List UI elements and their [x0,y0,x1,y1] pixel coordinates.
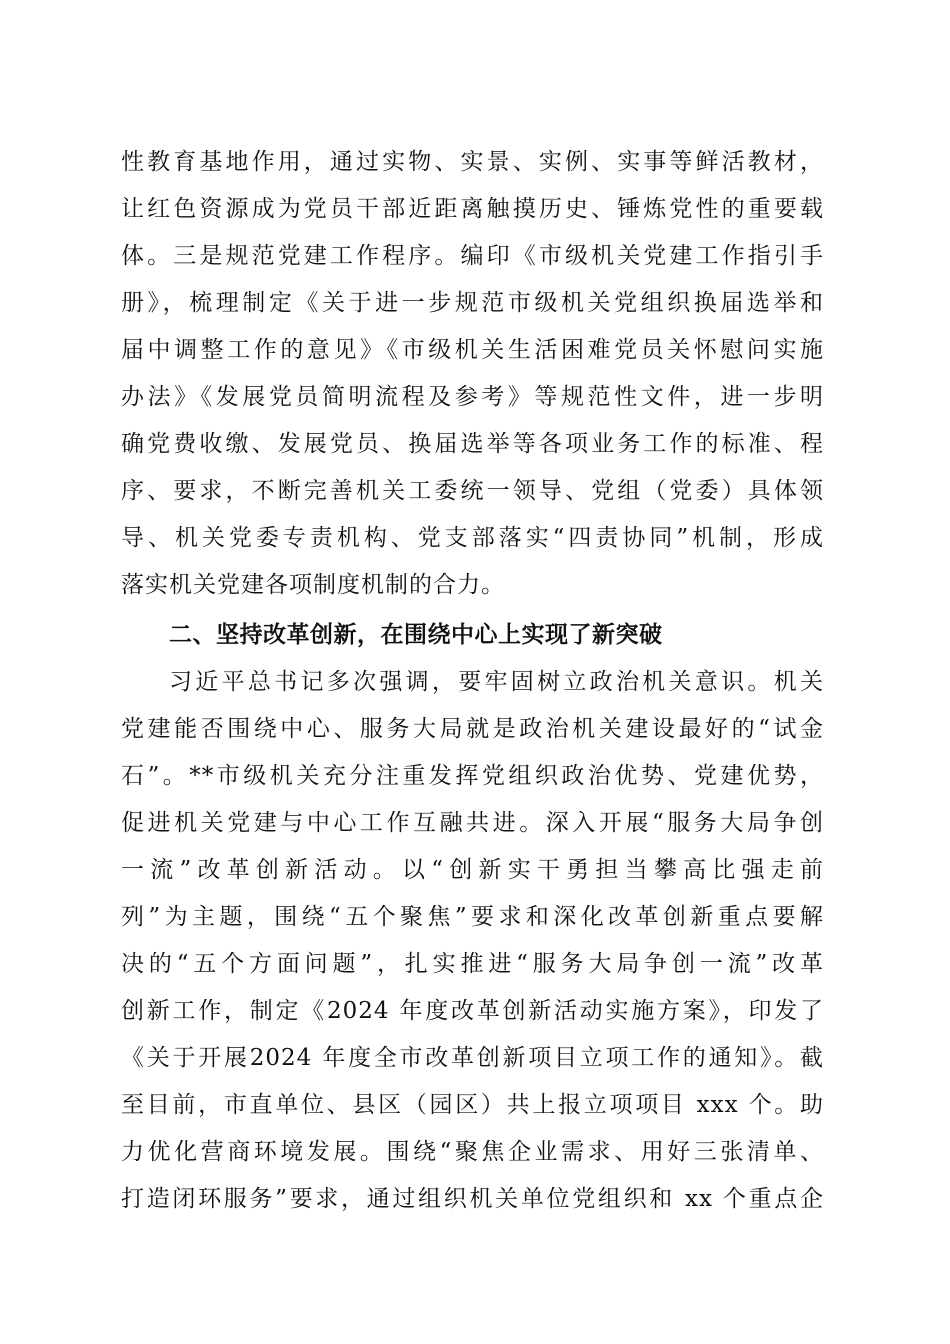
text-line: 力优化营商环境发展。围绕“聚焦企业需求、用好三张清单、 [121,1139,824,1165]
text-line: 创新工作，制定《2024 年度改革创新活动实施方案》，印发了 [121,998,824,1024]
text-line: 序、要求，不断完善机关工委统一领导、党组（党委）具体领 [121,478,824,504]
section-heading: 二、坚持改革创新，在围绕中心上实现了新突破 [169,622,663,648]
text-line: 办法》《发展党员简明流程及参考》等规范性文件，进一步明 [121,384,824,410]
text-line: 列”为主题，围绕“五个聚焦”要求和深化改革创新重点要解 [121,904,824,930]
text-line: 确党费收缴、发展党员、换届选举等各项业务工作的标准、程 [121,431,824,457]
text-line: 石”。**市级机关充分注重发挥党组织政治优势、党建优势， [121,763,824,789]
text-line: 至目前，市直单位、县区（园区）共上报立项项目 xxx 个。助 [121,1092,824,1118]
text-line: 《关于开展2024 年度全市改革创新项目立项工作的通知》。截 [121,1045,824,1071]
text-line: 册》，梳理制定《关于进一步规范市级机关党组织换届选举和 [121,290,824,316]
text-line: 让红色资源成为党员干部近距离触摸历史、锤炼党性的重要载 [121,196,824,222]
text-line: 届中调整工作的意见》《市级机关生活困难党员关怀慰问实施 [121,337,824,363]
text-line: 体。三是规范党建工作程序。编印《市级机关党建工作指引手 [121,243,824,269]
text-line: 导、机关党委专责机构、党支部落实“四责协同”机制，形成 [121,525,824,551]
text-line: 性教育基地作用，通过实物、实景、实例、实事等鲜活教材， [121,149,824,175]
text-line: 决的“五个方面问题”，扎实推进“服务大局争创一流”改革 [121,951,824,977]
text-line: 习近平总书记多次强调，要牢固树立政治机关意识。机关 [169,669,824,695]
text-line: 打造闭环服务”要求，通过组织机关单位党组织和 xx 个重点企 [121,1186,824,1212]
text-line: 落实机关党建各项制度机制的合力。 [121,572,505,598]
text-line: 党建能否围绕中心、服务大局就是政治机关建设最好的“试金 [121,716,824,742]
text-line: 一流”改革创新活动。以“创新实干勇担当攀高比强走前 [121,857,824,883]
text-line: 促进机关党建与中心工作互融共进。深入开展“服务大局争创 [121,810,824,836]
